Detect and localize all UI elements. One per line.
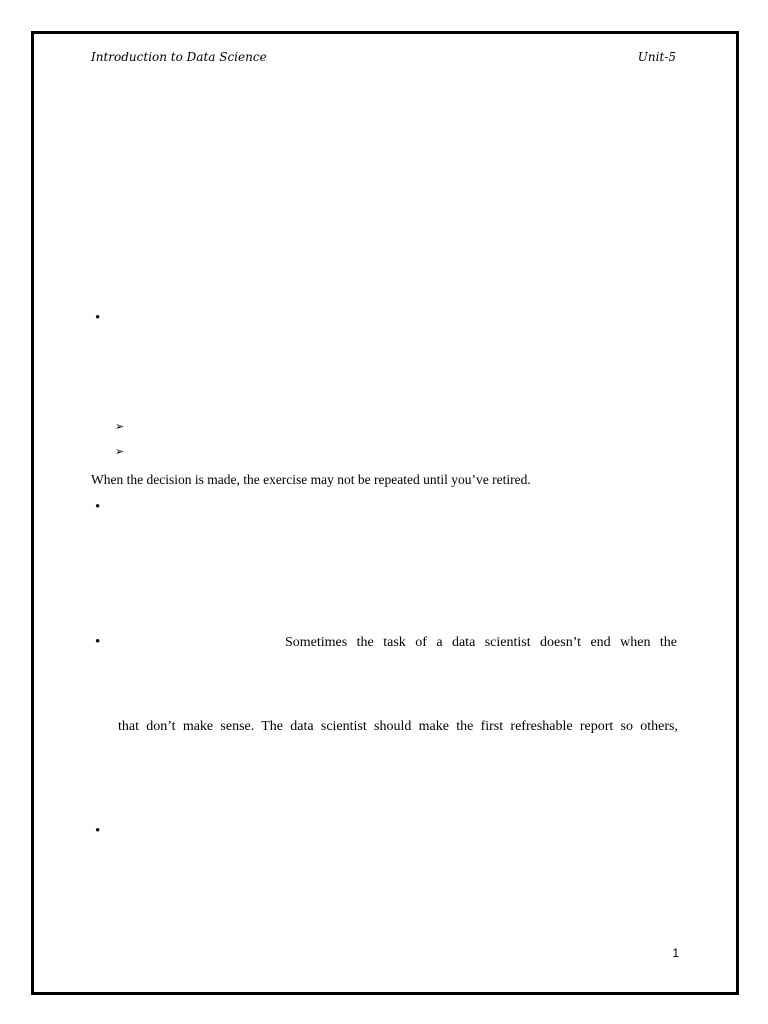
- bullet-1: •: [95, 310, 101, 326]
- bullet-2: •: [95, 499, 101, 515]
- page-number: 1: [672, 946, 679, 960]
- document-page: [31, 31, 739, 995]
- decision-sentence: When the decision is made, the exercise may not be repeated until you’ve retired.: [91, 472, 531, 487]
- header-course-title: Introduction to Data Science: [91, 50, 267, 64]
- bullet-4: •: [95, 823, 101, 839]
- task-line: Sometimes the task of a data scientist doesn’t end when the: [285, 635, 677, 650]
- report-line: that don’t make sense. The data scientist should make the first refreshable report so others,: [118, 719, 678, 734]
- arrow-bullet-2: ➢: [115, 445, 125, 458]
- header-unit: Unit-5: [637, 50, 676, 64]
- arrow-bullet-1: ➢: [115, 420, 125, 433]
- bullet-3: •: [95, 634, 101, 650]
